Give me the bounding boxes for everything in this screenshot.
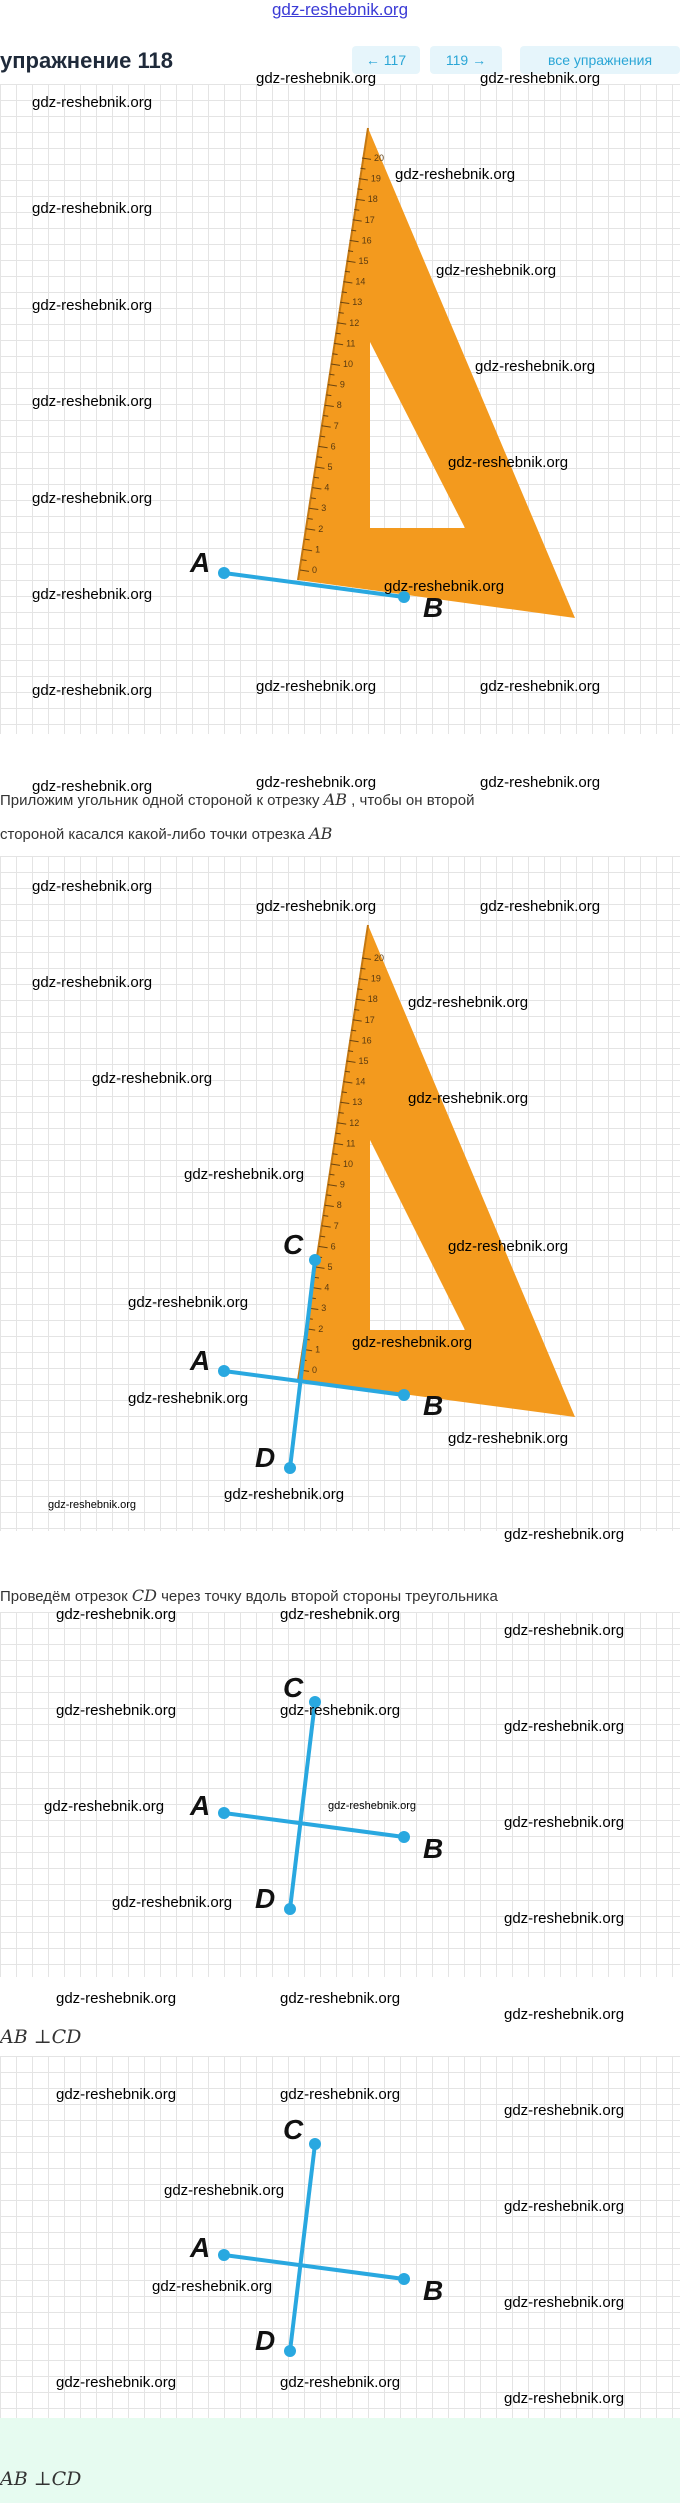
- label-b: B: [423, 1833, 444, 1864]
- answer-band: [0, 2418, 680, 2503]
- ruler-number: 13: [352, 1097, 363, 1108]
- ruler-number: 16: [361, 235, 372, 246]
- label-d: D: [255, 1442, 276, 1473]
- final-answer: AB ⊥CD: [0, 2468, 82, 2490]
- label-a: A: [190, 547, 211, 578]
- point-c: [309, 2138, 321, 2150]
- watermark: gdz-reshebnik.org: [448, 1238, 569, 1255]
- watermark: gdz-reshebnik.org: [480, 898, 601, 915]
- watermark: gdz-reshebnik.org: [352, 1334, 473, 1351]
- ruler-number: 6: [330, 441, 336, 452]
- watermark: gdz-reshebnik.org: [384, 578, 505, 595]
- watermark: gdz-reshebnik.org: [32, 200, 153, 217]
- watermark: gdz-reshebnik.org: [504, 1622, 625, 1639]
- watermark: gdz-reshebnik.org: [280, 1606, 401, 1623]
- watermark: gdz-reshebnik.org: [56, 1606, 177, 1623]
- ruler-number: 17: [364, 1014, 375, 1025]
- all-exercises-button[interactable]: все упражнения: [520, 46, 680, 74]
- label-c: C: [283, 1672, 304, 1703]
- watermark: gdz-reshebnik.org: [280, 1702, 401, 1719]
- ruler-number: 0: [312, 1365, 318, 1375]
- ruler-number: 4: [324, 482, 330, 493]
- watermark: gdz-reshebnik.org: [48, 1499, 137, 1511]
- watermark: gdz-reshebnik.org: [32, 778, 153, 795]
- step-2-caption: Проведём отрезок CD через точку вдоль второй стороны треугольника: [0, 1586, 498, 1605]
- label-c: C: [283, 1229, 304, 1260]
- ruler-number: 14: [355, 276, 366, 287]
- ruler-number: 5: [327, 1262, 333, 1272]
- watermark: gdz-reshebnik.org: [504, 2390, 625, 2407]
- watermark: gdz-reshebnik.org: [184, 1166, 305, 1183]
- label-c: C: [283, 2114, 304, 2145]
- step-3-result: AB ⊥CD: [0, 2026, 82, 2048]
- label-d: D: [255, 1883, 276, 1914]
- watermark: gdz-reshebnik.org: [112, 1894, 233, 1911]
- segment-cd: [290, 2144, 315, 2351]
- watermark: gdz-reshebnik.org: [504, 2198, 625, 2215]
- watermark: gdz-reshebnik.org: [395, 166, 516, 183]
- watermark: gdz-reshebnik.org: [32, 682, 153, 699]
- ruler-number: 1: [315, 544, 321, 555]
- watermark: gdz-reshebnik.org: [92, 1070, 213, 1087]
- point-d: [284, 2345, 296, 2357]
- watermark: gdz-reshebnik.org: [164, 2182, 285, 2199]
- watermark: gdz-reshebnik.org: [328, 1800, 417, 1812]
- watermark: gdz-reshebnik.org: [56, 2374, 177, 2391]
- label-b: B: [423, 592, 444, 623]
- point-b: [398, 2273, 410, 2285]
- next-exercise-button[interactable]: 119 →: [430, 46, 502, 74]
- watermark: gdz-reshebnik.org: [44, 1798, 165, 1815]
- ruler-number: 15: [358, 1056, 369, 1066]
- watermark: gdz-reshebnik.org: [480, 70, 601, 87]
- watermark: gdz-reshebnik.org: [280, 2374, 401, 2391]
- ruler-number: 9: [339, 379, 345, 390]
- ruler-number: 19: [370, 973, 381, 984]
- ruler-number: 7: [333, 1220, 339, 1231]
- watermark: gdz-reshebnik.org: [32, 586, 153, 603]
- ruler-number: 8: [336, 400, 342, 411]
- ruler-number: 6: [330, 1241, 336, 1252]
- watermark: gdz-reshebnik.org: [280, 1990, 401, 2007]
- watermark: gdz-reshebnik.org: [448, 1430, 569, 1447]
- ruler-number: 10: [343, 359, 354, 369]
- prev-exercise-button[interactable]: ← 117: [352, 46, 420, 74]
- watermark: gdz-reshebnik.org: [256, 70, 377, 87]
- ruler-number: 15: [358, 256, 369, 266]
- ruler-number: 18: [367, 194, 378, 205]
- site-link[interactable]: gdz-reshebnik.org: [271, 0, 409, 19]
- ruler-number: 2: [318, 1323, 324, 1334]
- watermark: gdz-reshebnik.org: [128, 1294, 249, 1311]
- ruler-number: 17: [364, 214, 375, 225]
- watermark: gdz-reshebnik.org: [56, 2086, 177, 2103]
- label-d: D: [255, 2325, 276, 2356]
- watermark: gdz-reshebnik.org: [408, 1090, 529, 1107]
- watermark: gdz-reshebnik.org: [480, 774, 601, 791]
- watermark: gdz-reshebnik.org: [504, 1910, 625, 1927]
- label-a: A: [190, 2232, 211, 2263]
- ruler-number: 14: [355, 1076, 366, 1087]
- watermark: gdz-reshebnik.org: [480, 678, 601, 695]
- ruler-number: 12: [349, 1117, 360, 1128]
- watermark: gdz-reshebnik.org: [256, 774, 377, 791]
- ruler-number: 10: [343, 1159, 354, 1169]
- watermark: gdz-reshebnik.org: [475, 358, 596, 375]
- point-a: [218, 2249, 230, 2261]
- segment-ab: [224, 2255, 404, 2279]
- ruler-number: 8: [336, 1200, 342, 1211]
- watermark: gdz-reshebnik.org: [436, 262, 557, 279]
- ruler-number: 20: [374, 153, 385, 163]
- ruler-number: 19: [370, 173, 381, 184]
- watermark: gdz-reshebnik.org: [504, 2102, 625, 2119]
- watermark: gdz-reshebnik.org: [504, 1526, 625, 1543]
- ruler-number: 9: [339, 1179, 345, 1190]
- step-1-caption: Приложим угольник одной стороной к отрезку AB , чтобы он второй: [0, 790, 475, 809]
- watermark: gdz-reshebnik.org: [152, 2278, 273, 2295]
- watermark: gdz-reshebnik.org: [224, 1486, 345, 1503]
- watermark: gdz-reshebnik.org: [280, 2086, 401, 2103]
- watermark: gdz-reshebnik.org: [256, 678, 377, 695]
- ruler-number: 2: [318, 523, 324, 534]
- watermark: gdz-reshebnik.org: [56, 1990, 177, 2007]
- label-a: A: [190, 1345, 211, 1376]
- watermark: gdz-reshebnik.org: [504, 1814, 625, 1831]
- step-1-caption-line2: стороной касался какой-либо точки отрезка AB: [0, 824, 333, 843]
- watermark: gdz-reshebnik.org: [32, 878, 153, 895]
- ruler-number: 11: [346, 338, 356, 349]
- ruler-number: 3: [321, 503, 327, 514]
- label-b: B: [423, 1390, 444, 1421]
- ruler-number: 12: [349, 317, 360, 328]
- ruler-number: 7: [333, 420, 339, 431]
- ruler-number: 13: [352, 297, 363, 308]
- label-a: A: [190, 1790, 211, 1821]
- watermark: gdz-reshebnik.org: [32, 297, 153, 314]
- ruler-number: 18: [367, 994, 378, 1005]
- page-title: упражнение 118: [0, 48, 173, 73]
- watermark: gdz-reshebnik.org: [32, 94, 153, 111]
- watermark: gdz-reshebnik.org: [32, 393, 153, 410]
- ruler-number: 16: [361, 1035, 372, 1046]
- watermark: gdz-reshebnik.org: [504, 2006, 625, 2023]
- ruler-number: 1: [315, 1344, 321, 1355]
- watermark: gdz-reshebnik.org: [504, 1718, 625, 1735]
- watermark: gdz-reshebnik.org: [32, 490, 153, 507]
- ruler-number: 3: [321, 1303, 327, 1314]
- watermark: gdz-reshebnik.org: [504, 2294, 625, 2311]
- watermark: gdz-reshebnik.org: [408, 994, 529, 1011]
- watermark: gdz-reshebnik.org: [32, 974, 153, 991]
- ruler-number: 5: [327, 462, 333, 472]
- ruler-number: 20: [374, 953, 385, 963]
- watermark: gdz-reshebnik.org: [128, 1390, 249, 1407]
- ruler-number: 0: [312, 565, 318, 575]
- watermark: gdz-reshebnik.org: [448, 454, 569, 471]
- watermark: gdz-reshebnik.org: [256, 898, 377, 915]
- ruler-number: 11: [346, 1138, 356, 1149]
- ruler-number: 4: [324, 1282, 330, 1293]
- label-b: B: [423, 2275, 444, 2306]
- watermark: gdz-reshebnik.org: [56, 1702, 177, 1719]
